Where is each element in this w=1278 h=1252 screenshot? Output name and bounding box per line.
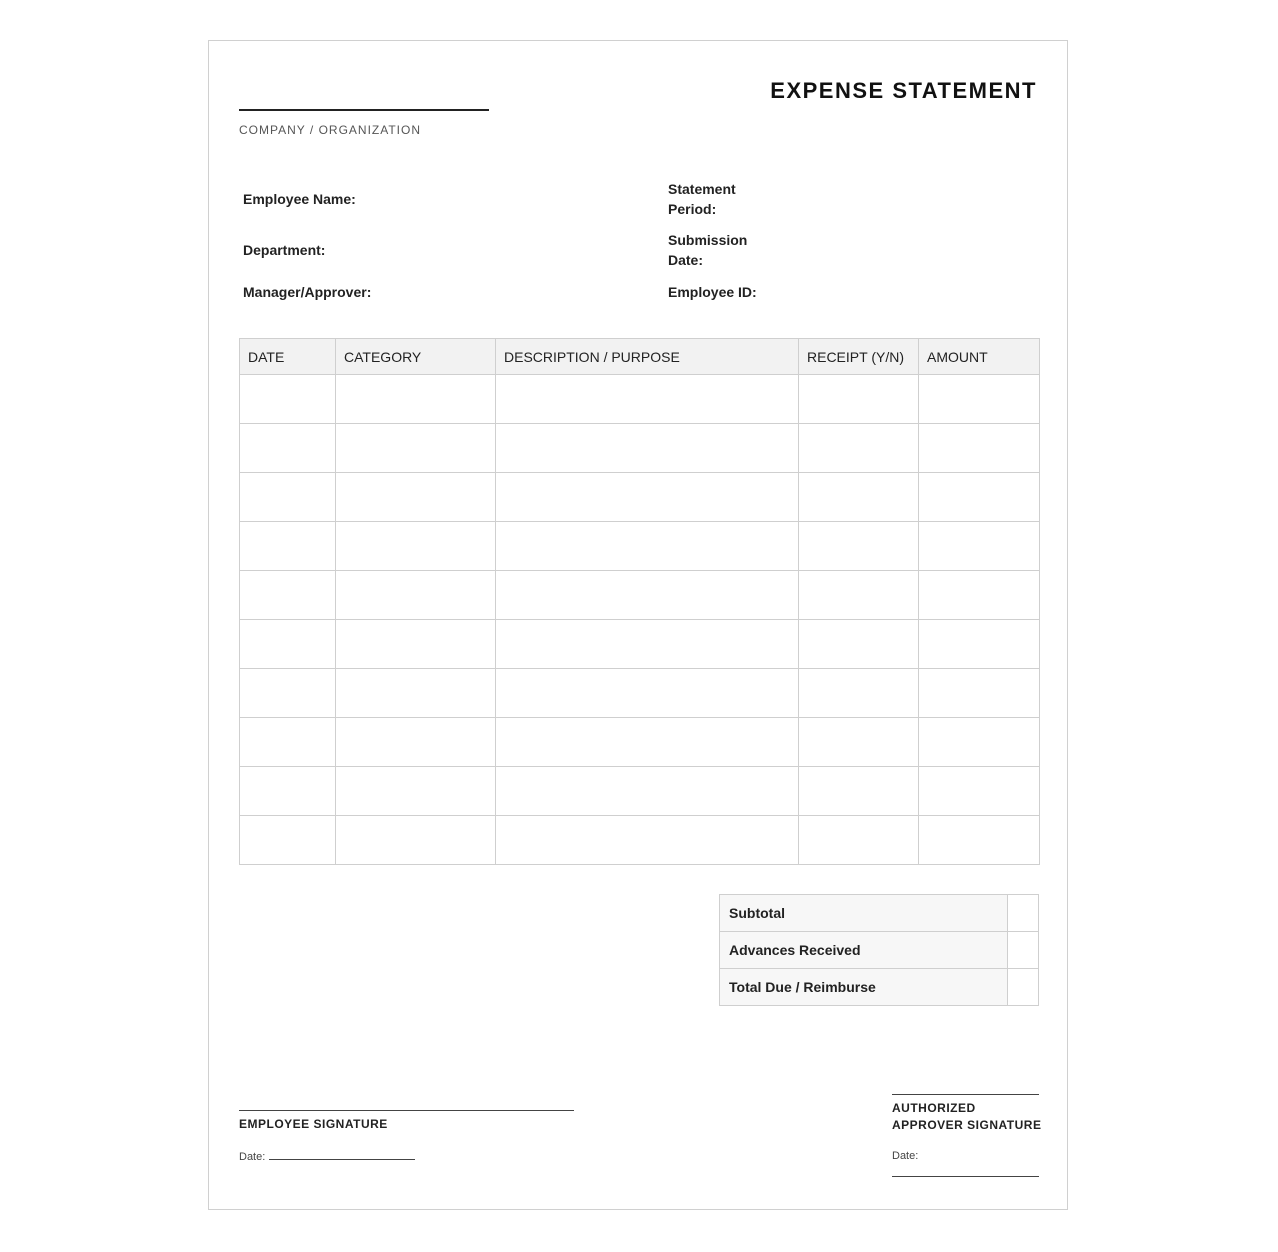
table-row — [240, 375, 1040, 424]
column-header-receipt: RECEIPT (Y/N) — [799, 339, 919, 375]
employee-date-line[interactable] — [269, 1149, 415, 1160]
amount-cell[interactable] — [919, 522, 1040, 571]
description-cell[interactable] — [496, 620, 799, 669]
table-row — [240, 718, 1040, 767]
employee-date-field — [239, 1149, 415, 1163]
date-cell[interactable] — [240, 424, 336, 473]
advances-received-label: Advances Received — [720, 932, 1008, 969]
approver-label-line-2: APPROVER SIGNATURE — [892, 1118, 1042, 1132]
table-row — [240, 424, 1040, 473]
date-cell[interactable] — [240, 620, 336, 669]
amount-cell[interactable] — [919, 473, 1040, 522]
employee-id-label: Employee ID: — [668, 284, 757, 300]
advances-value-cell[interactable] — [1008, 932, 1039, 969]
receipt-cell[interactable] — [799, 522, 919, 571]
employee-name-label: Employee Name: — [243, 191, 356, 207]
date-cell[interactable] — [240, 816, 336, 865]
category-cell[interactable] — [336, 767, 496, 816]
description-cell[interactable] — [496, 375, 799, 424]
table-row — [240, 571, 1040, 620]
expense-table — [239, 338, 1040, 865]
table-row — [240, 620, 1040, 669]
approver-date-label: Date: — [892, 1150, 919, 1162]
date-cell[interactable] — [240, 375, 336, 424]
amount-cell[interactable] — [919, 571, 1040, 620]
approver-label-line-1: AUTHORIZED — [892, 1101, 976, 1115]
total-due-value-cell[interactable] — [1008, 969, 1039, 1006]
category-cell[interactable] — [336, 718, 496, 767]
description-cell[interactable] — [496, 669, 799, 718]
table-row — [240, 522, 1040, 571]
table-row — [240, 767, 1040, 816]
expense-statement-page — [208, 40, 1068, 1210]
total-due-row — [720, 969, 1039, 1006]
description-cell[interactable] — [496, 816, 799, 865]
description-cell[interactable] — [496, 522, 799, 571]
date-cell[interactable] — [240, 718, 336, 767]
employee-date-label: Date: — [239, 1151, 266, 1163]
employee-signature-line[interactable] — [239, 1110, 574, 1111]
statement-period-label: Statement Period: — [668, 181, 736, 217]
table-row — [240, 473, 1040, 522]
amount-cell[interactable] — [919, 767, 1040, 816]
receipt-cell[interactable] — [799, 669, 919, 718]
column-header-description: DESCRIPTION / PURPOSE — [496, 339, 799, 375]
advances-row — [720, 932, 1039, 969]
date-cell[interactable] — [240, 669, 336, 718]
category-cell[interactable] — [336, 522, 496, 571]
description-cell[interactable] — [496, 473, 799, 522]
subtotal-label: Subtotal — [720, 895, 1008, 932]
amount-cell[interactable] — [919, 375, 1040, 424]
company-name-line[interactable] — [239, 109, 489, 111]
receipt-cell[interactable] — [799, 473, 919, 522]
subtotal-row — [720, 895, 1039, 932]
column-header-category: CATEGORY — [336, 339, 496, 375]
subtotal-value-cell[interactable] — [1008, 895, 1039, 932]
description-cell[interactable] — [496, 718, 799, 767]
description-cell[interactable] — [496, 767, 799, 816]
totals-table — [719, 894, 1039, 1006]
receipt-cell[interactable] — [799, 816, 919, 865]
table-header-row — [240, 339, 1040, 375]
company-label: COMPANY / ORGANIZATION — [239, 123, 422, 137]
amount-cell[interactable] — [919, 718, 1040, 767]
amount-cell[interactable] — [919, 424, 1040, 473]
date-cell[interactable] — [240, 767, 336, 816]
table-row — [240, 669, 1040, 718]
approver-date-line[interactable] — [892, 1176, 1039, 1177]
amount-cell[interactable] — [919, 816, 1040, 865]
date-cell[interactable] — [240, 473, 336, 522]
manager-approver-label: Manager/Approver: — [243, 284, 372, 300]
column-header-date: DATE — [240, 339, 336, 375]
submission-date-label: Submission Date: — [668, 232, 748, 268]
receipt-cell[interactable] — [799, 571, 919, 620]
document-title: EXPENSE STATEMENT — [770, 78, 1037, 103]
category-cell[interactable] — [336, 473, 496, 522]
category-cell[interactable] — [336, 816, 496, 865]
category-cell[interactable] — [336, 571, 496, 620]
category-cell[interactable] — [336, 424, 496, 473]
receipt-cell[interactable] — [799, 718, 919, 767]
description-cell[interactable] — [496, 571, 799, 620]
department-label: Department: — [243, 242, 326, 258]
total-due-label: Total Due / Reimburse — [720, 969, 1008, 1006]
approver-signature-line[interactable] — [892, 1094, 1039, 1095]
category-cell[interactable] — [336, 375, 496, 424]
amount-cell[interactable] — [919, 620, 1040, 669]
employee-signature-label: EMPLOYEE SIGNATURE — [239, 1117, 388, 1131]
approver-signature-label — [892, 1100, 1041, 1134]
receipt-cell[interactable] — [799, 767, 919, 816]
date-cell[interactable] — [240, 571, 336, 620]
receipt-cell[interactable] — [799, 620, 919, 669]
date-cell[interactable] — [240, 522, 336, 571]
column-header-amount: AMOUNT — [919, 339, 1040, 375]
category-cell[interactable] — [336, 669, 496, 718]
amount-cell[interactable] — [919, 669, 1040, 718]
description-cell[interactable] — [496, 424, 799, 473]
table-row — [240, 816, 1040, 865]
receipt-cell[interactable] — [799, 424, 919, 473]
category-cell[interactable] — [336, 620, 496, 669]
receipt-cell[interactable] — [799, 375, 919, 424]
